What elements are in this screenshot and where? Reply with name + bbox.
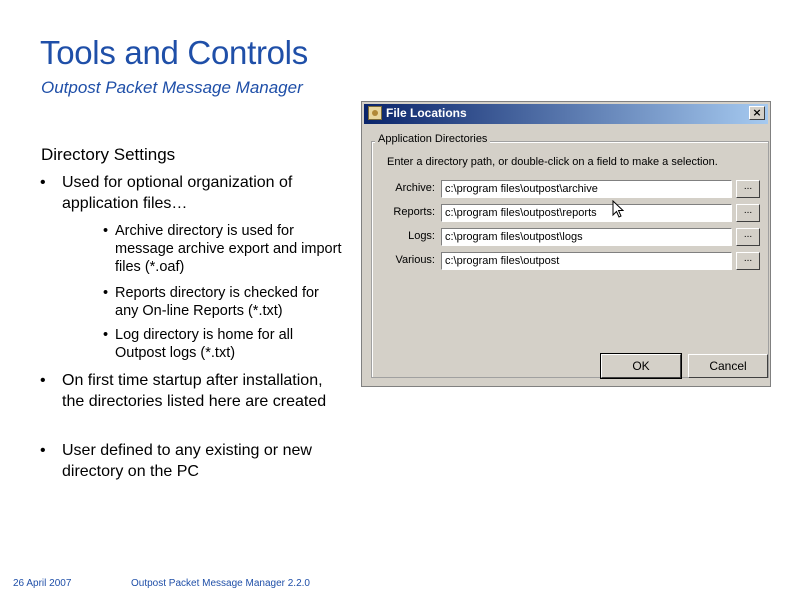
various-label: Various: [395, 254, 435, 266]
bullet-item [40, 440, 340, 482]
ok-button[interactable]: OK [601, 354, 681, 378]
bullet-text: Used for optional organization of application files… [62, 174, 293, 212]
bullet-text: Archive directory is used for message archive export and import files (*.oaf) [115, 223, 342, 275]
footer-title: Outpost Packet Message Manager 2.2.0 [131, 578, 310, 589]
cancel-button[interactable]: Cancel [688, 354, 768, 378]
reports-path-field[interactable] [441, 204, 732, 222]
bullet-text: Log directory is home for all Outpost logs (*.txt) [115, 327, 294, 361]
file-locations-dialog [361, 101, 771, 387]
slide-subtitle: Outpost Packet Message Manager [41, 78, 303, 97]
footer-date: 26 April 2007 [13, 578, 72, 589]
reports-browse-button[interactable]: ... [736, 204, 760, 222]
bullet-text: On first time startup after installation, the directories listed here are created [62, 372, 327, 410]
various-browse-button[interactable]: ... [736, 252, 760, 270]
section-heading: Directory Settings [41, 145, 176, 164]
bullet-dot: • [40, 442, 46, 459]
sub-bullet-item [103, 284, 343, 320]
instruction-text: Enter a directory path, or double-click on a field to make a selection. [387, 156, 718, 168]
archive-browse-button[interactable]: ... [736, 180, 760, 198]
dialog-title: File Locations [386, 106, 467, 120]
bullet-dot: • [103, 285, 109, 301]
dialog-titlebar[interactable] [364, 104, 768, 124]
bullet-item [40, 370, 340, 412]
bullet-text: User defined to any existing or new directory on the PC [62, 442, 312, 480]
bullet-dot: • [40, 174, 46, 191]
sub-bullet-item [103, 222, 343, 276]
archive-label: Archive: [395, 182, 435, 194]
various-path-field[interactable] [441, 252, 732, 270]
bullet-text: Reports directory is checked for any On-line Reports (*.txt) [115, 285, 319, 319]
group-label: Application Directories [375, 133, 490, 145]
slide-title: Tools and Controls [40, 34, 308, 71]
mouse-pointer-icon [612, 200, 624, 218]
close-button[interactable]: × [749, 106, 765, 120]
sub-bullet-item [103, 326, 343, 362]
reports-label: Reports: [393, 206, 435, 218]
bullet-dot: • [40, 372, 46, 389]
logs-browse-button[interactable]: ... [736, 228, 760, 246]
archive-path-field[interactable] [441, 180, 732, 198]
logs-label: Logs: [408, 230, 435, 242]
bullet-item [40, 172, 340, 214]
bullet-dot: • [103, 327, 109, 343]
app-icon [368, 106, 382, 120]
bullet-dot: • [103, 223, 109, 239]
logs-path-field[interactable] [441, 228, 732, 246]
